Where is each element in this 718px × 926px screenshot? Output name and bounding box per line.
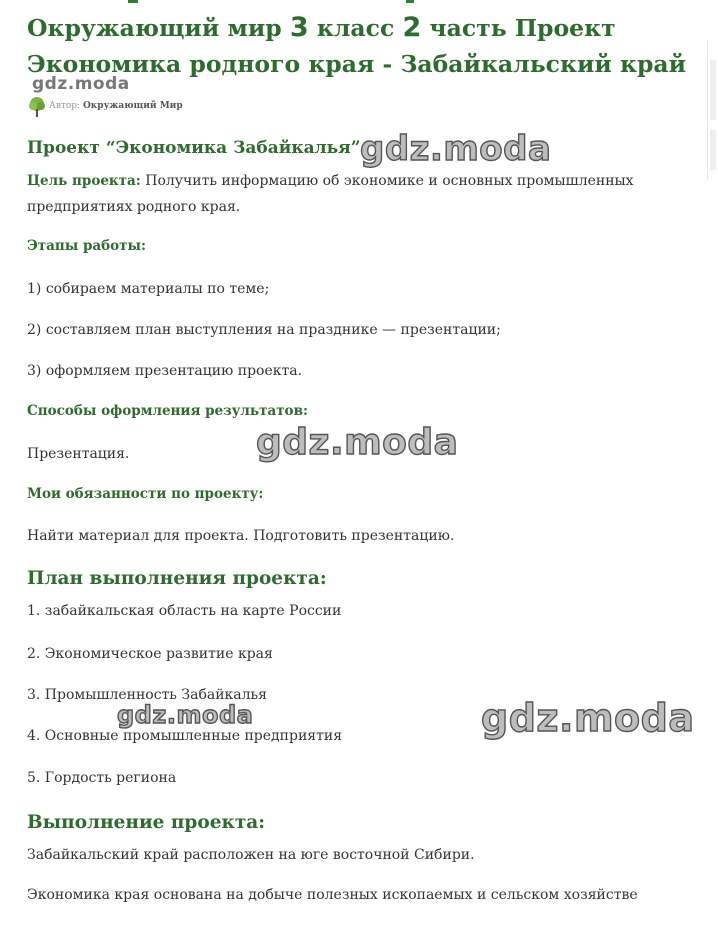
plan-item: 2. Экономическое развитие края (27, 646, 273, 662)
execution-heading: Выполнение проекта: (27, 812, 266, 833)
sidebar-edge (707, 40, 718, 180)
plan-item: 5. Гордость региона (27, 770, 177, 786)
plan-item: 4. Основные промышленные предприятия (27, 728, 343, 744)
author (49, 101, 183, 111)
watermark: gdz.moda (360, 129, 552, 169)
watermark: gdz.moda (117, 701, 254, 729)
formats-text: Презентация. (27, 446, 130, 462)
top-rule-accent (128, 0, 138, 3)
sidebar-block (710, 130, 716, 170)
post-meta (27, 74, 427, 118)
author-name[interactable]: Окружающий Мир (82, 101, 183, 111)
plan-item: 3. Промышленность Забайкалья (27, 687, 268, 703)
stage-item: 2) составляем план выступления на празднике — презентации; (27, 322, 501, 338)
tree-icon (27, 96, 47, 118)
author-label: Автор: (49, 101, 81, 111)
title-text: Окружающий мир (27, 14, 290, 42)
duties-label: Мои обязанности по проекту: (27, 486, 264, 502)
title-text: класс (308, 14, 403, 42)
watermark: gdz.moda (256, 422, 459, 463)
execution-cut-line (27, 880, 667, 903)
execution-text: Забайкальский край расположен на юге восточной Сибири. (27, 847, 475, 863)
title-part-number: 2 (402, 12, 422, 43)
top-rule-accent (406, 0, 414, 3)
page-title (27, 10, 697, 82)
title-text: часть Проект Экономика родного края - Забайкальский край (27, 14, 687, 78)
formats-label: Способы оформления результатов: (27, 403, 308, 419)
title-grade-number: 3 (289, 12, 309, 43)
top-rule (0, 0, 717, 3)
stage-item: 3) оформляем презентацию проекта. (27, 363, 303, 379)
formats-label-paragraph (27, 398, 667, 424)
stages-label: Этапы работы: (27, 238, 147, 254)
duties-label-paragraph (27, 481, 667, 507)
stage-item: 1) собираем материалы по теме; (27, 281, 270, 297)
goal-paragraph (27, 168, 667, 220)
execution-cut-text: Экономика края основана на добыче полезных ископаемых и сельском хозяйстве (27, 887, 638, 903)
site-logo[interactable]: gdz.moda (32, 74, 130, 94)
goal-label: Цель проекта: (27, 173, 141, 189)
plan-heading: План выполнения проекта: (27, 568, 327, 589)
sidebar-block (710, 60, 716, 120)
plan-item: 1. забайкальская область на карте России (27, 603, 342, 619)
project-heading: Проект “Экономика Забайкалья” (27, 138, 361, 158)
watermark: gdz.moda (481, 696, 695, 740)
stages-label-paragraph (27, 233, 667, 259)
duties-text: Найти материал для проекта. Подготовить презентацию. (27, 528, 455, 544)
goal-text: Получить информацию об экономике и основных промышленных предприятиях родного края. (27, 173, 634, 215)
